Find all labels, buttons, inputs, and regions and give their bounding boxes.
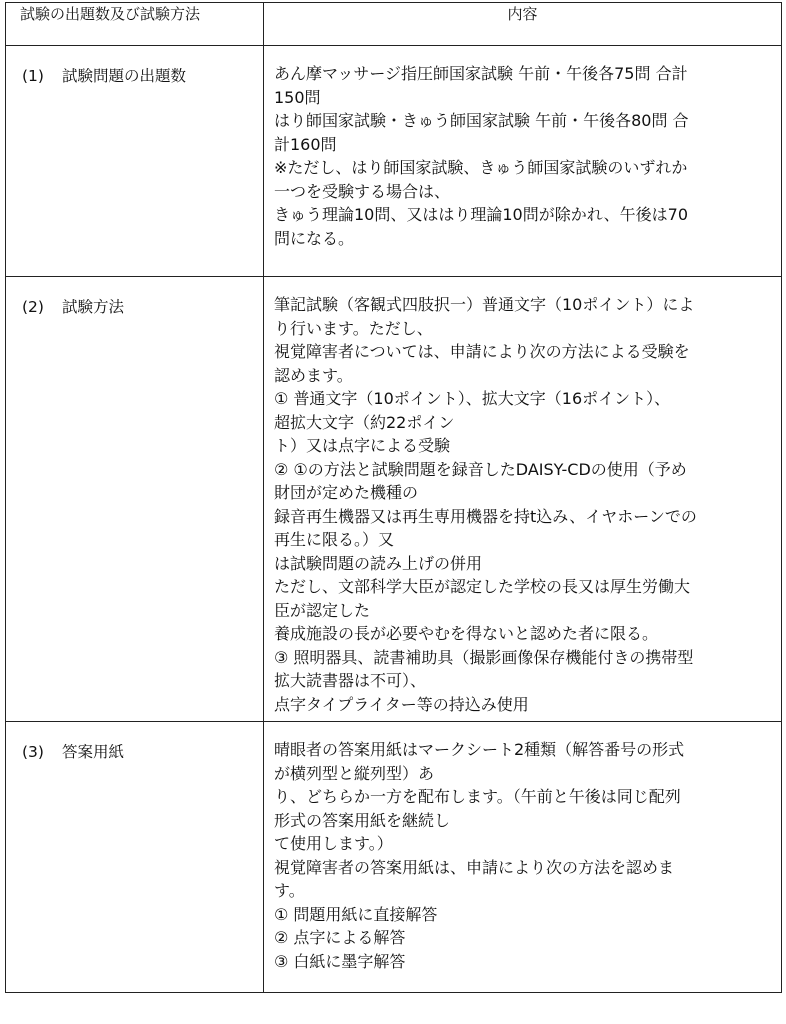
content-line: 問になる。: [274, 228, 355, 248]
content-line: す。: [274, 881, 305, 900]
row-label: 試験問題の出題数: [62, 67, 187, 85]
table-row: [6, 46, 782, 277]
content-line: きゅう理論10問、又ははり理論10問が除かれ、午後は70: [274, 205, 689, 224]
content-line: 筆記試験（客観式四肢択一）普通文字（10ポイント）によ: [274, 295, 695, 314]
content-line: 一つを受験する場合は、: [274, 181, 451, 201]
content-line: ① 問題用紙に直接解答: [274, 904, 438, 924]
content-line: 臣が認定した: [274, 600, 371, 620]
content-line: 形式の答案用紙を継続し: [274, 810, 451, 830]
content-line: 視覚障害者の答案用紙は、申請により次の方法を認めま: [274, 857, 675, 877]
content-line: ② 点字による解答: [274, 928, 406, 947]
content-line: 財団が定めた機種の: [274, 483, 419, 502]
table-row: [6, 722, 782, 993]
content-line: 再生に限る。）又: [274, 530, 395, 549]
content-line: 認めます。: [274, 365, 353, 385]
header-exam-items: 試験の出題数及び試験方法: [6, 3, 264, 46]
content-line: はり師国家試験・きゅう師国家試験 午前・午後各80問 合: [274, 111, 689, 130]
content-line: ただし、文部科学大臣が認定した学校の長又は厚生労働大: [274, 577, 691, 596]
content-line: り、どちらか一方を配布します。（午前と午後は同じ配列: [274, 787, 681, 806]
row-number: (1): [22, 67, 44, 85]
content-line: 養成施設の長が必要やむを得ないと認めた者に限る。: [274, 624, 659, 643]
content-line: あん摩マッサージ指圧師国家試験 午前・午後各75問 合計: [274, 64, 688, 83]
content-line: ③ 照明器具、読書補助具（撮影画像保存機能付きの携帯型: [274, 647, 694, 667]
header-content: 内容: [264, 3, 782, 46]
content-line: 録音再生機器又は再生専用機器を持t込み、イヤホーンでの: [274, 506, 697, 526]
row-label: 答案用紙: [62, 743, 125, 761]
content-line: が横列型と縦列型）あ: [274, 763, 435, 783]
table-header-row: [6, 3, 782, 46]
content-line: り行います。ただし、: [274, 318, 433, 338]
row-label-cell: [6, 46, 264, 277]
content-line: ② ①の方法と試験問題を録音したDAISY-CDの使用（予め: [274, 459, 687, 479]
content-line: 150問: [274, 87, 321, 107]
content-line: 計160問: [274, 134, 337, 154]
row-label-cell: [6, 277, 264, 722]
row-label-cell: [6, 722, 264, 993]
content-line: て使用します。）: [274, 834, 393, 853]
content-line: ト）又は点字による受験: [274, 436, 451, 455]
row-content: [264, 46, 781, 250]
content-line: 晴眼者の答案用紙はマークシート2種類（解答番号の形式: [274, 740, 685, 759]
content-line: 点字タイプライター等の持込み使用: [274, 694, 529, 714]
content-line: 超拡大文字（約22ポイン: [274, 412, 455, 432]
content-line: 視覚障害者については、申請により次の方法による受験を: [274, 342, 690, 361]
content-line: ① 普通文字（10ポイント）、拡大文字（16ポイント）、: [274, 389, 671, 408]
row-number: (3): [22, 743, 44, 761]
row-content-cell: [264, 46, 782, 277]
row-content: [264, 277, 781, 716]
content-line: ※ただし、はり師国家試験、きゅう師国家試験のいずれか: [274, 158, 688, 177]
row-label: 試験方法: [62, 298, 125, 316]
row-content-cell: [264, 722, 782, 993]
content-line: は試験問題の読み上げの併用: [274, 553, 483, 573]
row-number: (2): [22, 298, 44, 316]
row-content: [264, 722, 781, 973]
row-content-cell: [264, 277, 782, 722]
exam-method-table: [5, 2, 782, 993]
content-line: 拡大読書器は不可）、: [274, 671, 427, 690]
content-line: ③ 白紙に墨字解答: [274, 951, 406, 971]
table-row: [6, 277, 782, 722]
